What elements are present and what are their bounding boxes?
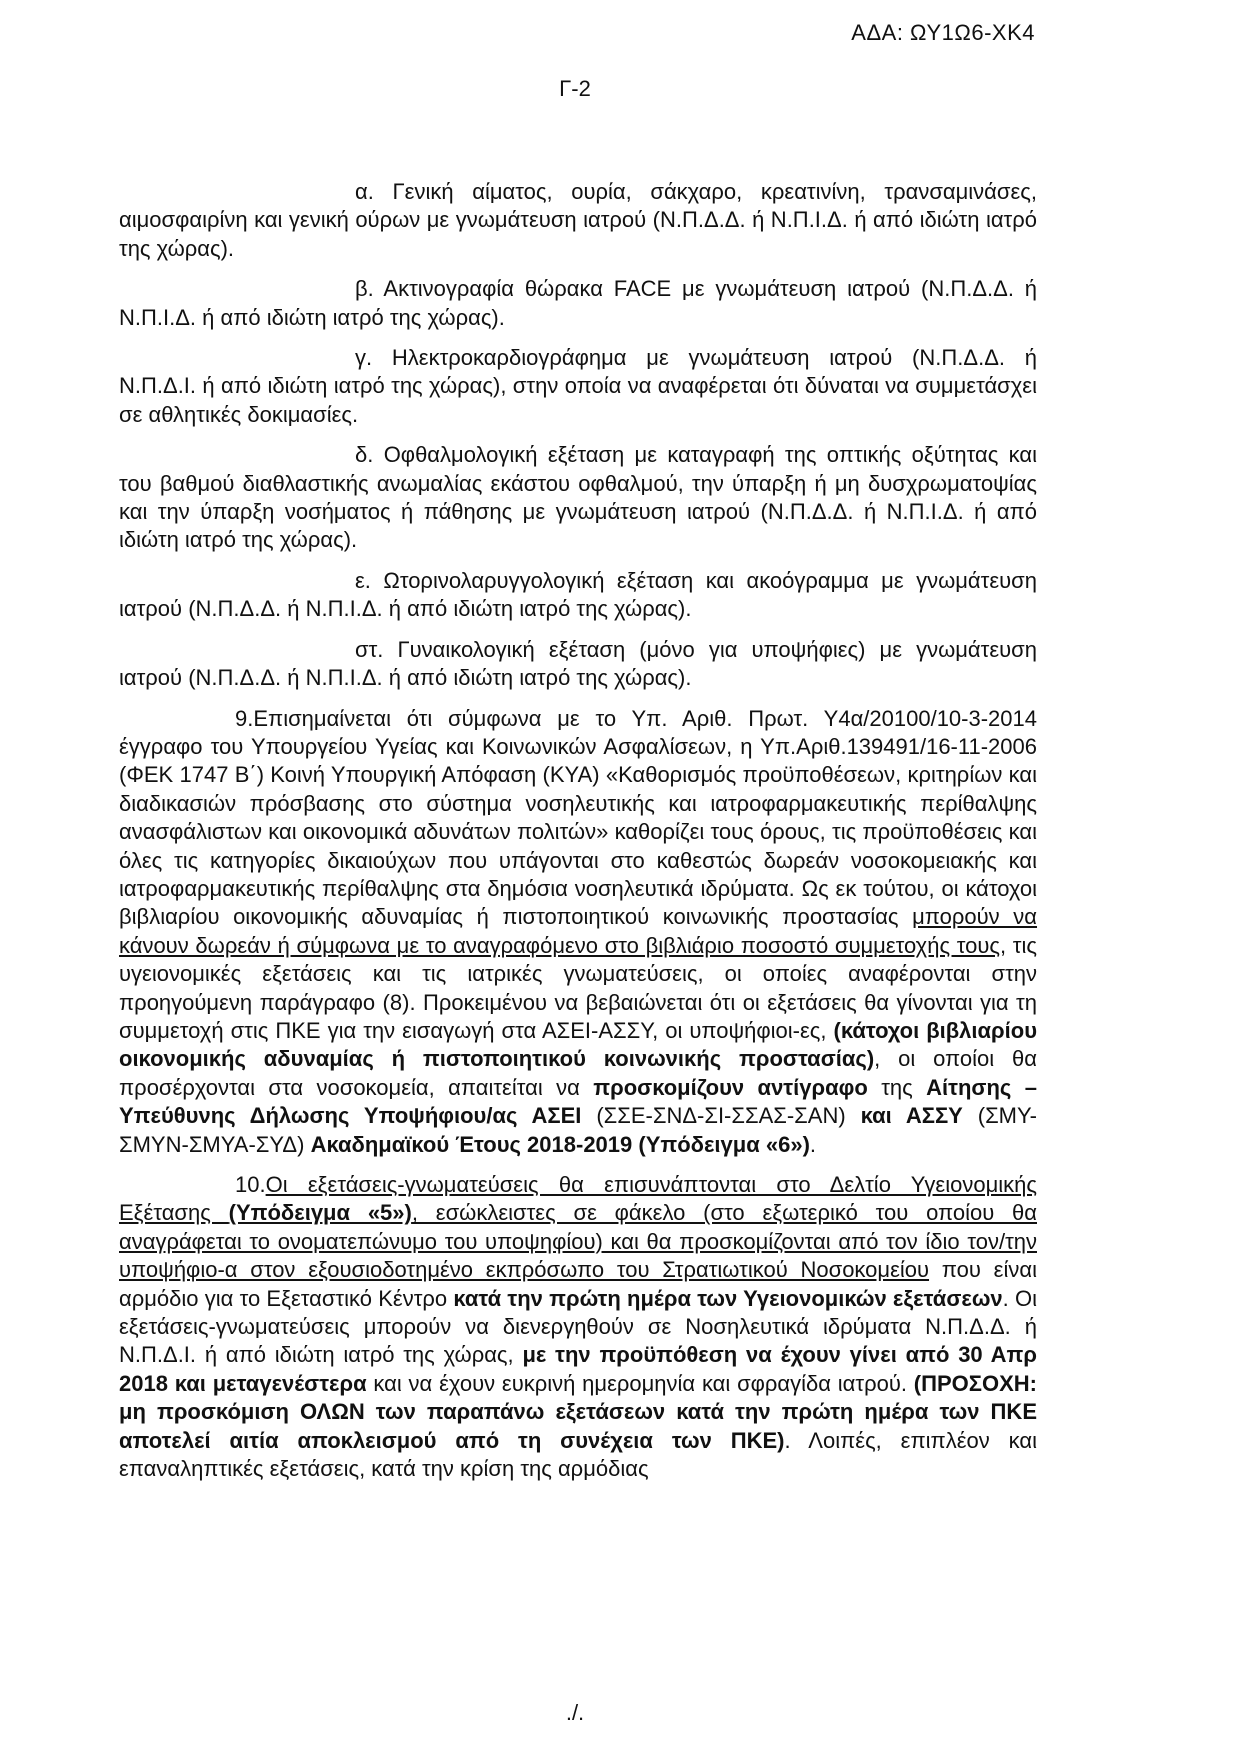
bold-run: Ακαδημαϊκού Έτους 2018-2019 (Υπόδειγμα «6»)	[310, 1131, 810, 1157]
bold-run: Αίτησης –Υπεύθυνης Δήλωσης Υποψήφιου/ας ΑΣΕΙ	[119, 1074, 1037, 1129]
text-run: , τις υγειονομικές εξετάσεις και τις ιατρικές γνωματεύσεις, οι οποίες αναφέρονται στην προηγούμενη παράγραφο (8). Προκειμένου να βεβαιώνεται ότι οι εξετάσεις θα γίνονται για τη συμμετοχή στις ΠΚΕ για την εισαγωγή στα ΑΣΕΙ-ΑΣΣΥ, οι υποψήφιοι-ες,	[119, 932, 1037, 1043]
item-text: Γενική αίματος, ουρία, σάκχαρο, κρεατινίνη, τρανσαμινάσες, αιμοσφαιρίνη και γενική ούρων με γνωμάτευση ιατρού (Ν.Π.Δ.Δ. ή Ν.Π.Ι.Δ. ή από ιδιώτη ιατρό της χώρας).	[119, 179, 1037, 261]
bold-run: (ΠΡΟΣΟΧΗ: μη προσκόμιση ΟΛΩΝ των παραπάνω εξετάσεων κατά την πρώτη ημέρα των ΠΚΕ αποτελεί αιτία αποκλεισμού από τη συνέχεια των ΠΚΕ)	[119, 1370, 1037, 1453]
document-body	[119, 178, 1037, 1495]
continuation-mark: ./.	[565, 1700, 585, 1725]
item-text: Γυναικολογική εξέταση (μόνο για υποψήφιες) με γνωμάτευση ιατρού (Ν.Π.Δ.Δ. ή Ν.Π.Ι.Δ. ή από ιδιώτη ιατρό της χώρας).	[119, 636, 1037, 691]
paragraph-b	[119, 275, 1037, 332]
text-run: και να έχουν ευκρινή ημερομηνία και σφραγίδα ιατρού.	[366, 1370, 914, 1396]
paragraph-e	[119, 567, 1037, 624]
item-text: Ακτινογραφία θώρακα FACE με γνωμάτευση ιατρού (Ν.Π.Δ.Δ. ή Ν.Π.Ι.Δ. ή από ιδιώτη ιατρό της χώρας).	[119, 276, 1037, 330]
text-run: (ΣΜΥ-ΣΜΥΝ-ΣΜΥΑ-ΣΥΔ)	[119, 1103, 1037, 1157]
item-label: β.	[355, 276, 374, 302]
paragraph-a	[119, 178, 1037, 263]
item-label: 10.	[235, 1172, 266, 1197]
item-label: στ.	[355, 636, 384, 662]
text-run: . Λοιπές, επιπλέον και επαναληπτικές εξετάσεις, κατά την κρίση της αρμόδιας	[119, 1427, 1037, 1482]
text-run: που είναι αρμόδιο για το Εξεταστικό Κέντρο	[119, 1257, 1037, 1311]
text-run: (ΣΣΕ-ΣΝΔ-ΣΙ-ΣΣΑΣ-ΣΑΝ)	[581, 1103, 861, 1129]
underlined-run: , εσώκλειστες σε φάκελο (στο εξωτερικό του οποίου θα αναγράφεται το ονοματεπώνυμο του υποψηφίου) και θα προσκομίζονται από τον ίδιο τον/την υποψήφιο-α στον εξουσιοδοτημένο εκπρόσωπο του Στρατιωτικού Νοσοκομείου	[119, 1200, 1037, 1283]
item-text: Ηλεκτροκαρδιογράφημα με γνωμάτευση ιατρού (Ν.Π.Δ.Δ. ή Ν.Π.Δ.Ι. ή από ιδιώτη ιατρό της χώρας), στην οποία να αναφέρεται ότι δύναται να συμμετάσχει σε αθλητικές δοκιμασίες.	[119, 345, 1037, 427]
item-text: Ωτορινολαρυγγολογική εξέταση και ακοόγραμμα με γνωμάτευση ιατρού (Ν.Π.Δ.Δ. ή Ν.Π.Ι.Δ. ή από ιδιώτη ιατρό της χώρας).	[119, 567, 1037, 622]
item-label: α.	[355, 179, 374, 204]
item-label: 9.	[235, 705, 254, 731]
bold-underlined-run: (Υπόδειγμα «5»)	[228, 1200, 412, 1226]
bold-run: (κάτοχοι βιβλιαρίου οικονομικής αδυναμίας ή πιστοποιητικού κοινωνικής προστασίας)	[119, 1017, 1037, 1072]
item-text: Οφθαλμολογική εξέταση με καταγραφή της οπτικής οξύτητας και του βαθμού διαθλαστικής ανωμαλίας εκάστου οφθαλμού, την ύπαρξη ή μη δυσχρωματοψίας και την ύπαρξη νοσήματος ή πάθησης με γνωμάτευση ιατρού (Ν.Π.Δ.Δ. ή Ν.Π.Ι.Δ. ή από ιδιώτη ιατρό της χώρας).	[119, 442, 1038, 553]
text-run: . Οι εξετάσεις-γνωματεύσεις μπορούν να διενεργηθούν σε Νοσηλευτικά ιδρύματα Ν.Π.Δ.Δ. ή Ν.Π.Δ.Ι. ή από ιδιώτη ιατρό της χώρας,	[119, 1285, 1037, 1368]
underlined-run: μπορούν να κάνουν δωρεάν ή σύμφωνα με το αναγραφόμενο στο βιβλιάριο ποσοστό συμμετοχής τους	[119, 904, 1038, 958]
paragraph-c	[119, 344, 1037, 429]
text-run: , οι οποίοι θα προσέρχονται στα νοσοκομεία, απαιτείται να	[119, 1046, 1037, 1100]
underlined-run: Οι εξετάσεις-γνωματεύσεις θα επισυνάπτονται στο Δελτίο Υγειονομικής Εξέτασης	[119, 1172, 1037, 1226]
paragraph-st	[119, 636, 1037, 693]
paragraph-10	[119, 1171, 1037, 1483]
bold-run: προσκομίζουν αντίγραφο	[593, 1074, 868, 1100]
page-label: Γ-2	[559, 76, 591, 101]
item-label: δ.	[355, 442, 374, 468]
paragraph-d	[119, 441, 1037, 555]
bold-run: κατά την πρώτη ημέρα των Υγειονομικών εξετάσεων	[453, 1285, 1003, 1311]
text-run: Επισημαίνεται ότι σύμφωνα με το Υπ. Αριθ. Πρωτ. Υ4α/20100/10-3-2014 έγγραφο του Υπουργείου Υγείας και Κοινωνικών Ασφαλίσεων, η Υπ.Αριθ.139491/16-11-2006 (ΦΕΚ 1747 Β΄) Κοινή Υπουργική Απόφαση (ΚΥΑ) «Καθορισμός προϋποθέσεων, κριτηρίων και διαδικασιών πρόσβασης στο σύστημα νοσηλευτικής και ιατροφαρμακευτικής περίθαλψης ανασφάλιστων και οικονομικά αδυνάτων πολιτών» καθορίζει τους όρους, τις προϋποθέσεις και όλες τις κατηγορίες δικαιούχων που υπάγονται στο καθεστώς δωρεάν νοσοκομειακής και ιατροφαρμακευτικής περίθαλψης στα δημόσια νοσηλευτικά ιδρύματα. Ως εκ τούτου, οι κάτοχοι βιβλιαρίου οικονομικής αδυναμίας ή πιστοποιητικού κοινωνικής προστασίας	[119, 705, 1037, 930]
bold-run: με την προϋπόθεση να έχουν γίνει από 30 Απρ 2018 και μεταγενέστερα	[119, 1342, 1037, 1396]
ada-code: ΑΔΑ: ΩΥ1Ω6-ΧΚ4	[851, 20, 1035, 45]
item-label: γ.	[355, 345, 373, 371]
text-run: της	[867, 1074, 927, 1100]
paragraph-9	[119, 705, 1037, 1160]
text-run: .	[809, 1131, 817, 1157]
bold-run: και ΑΣΣΥ	[860, 1103, 963, 1129]
item-label: ε.	[355, 567, 371, 593]
